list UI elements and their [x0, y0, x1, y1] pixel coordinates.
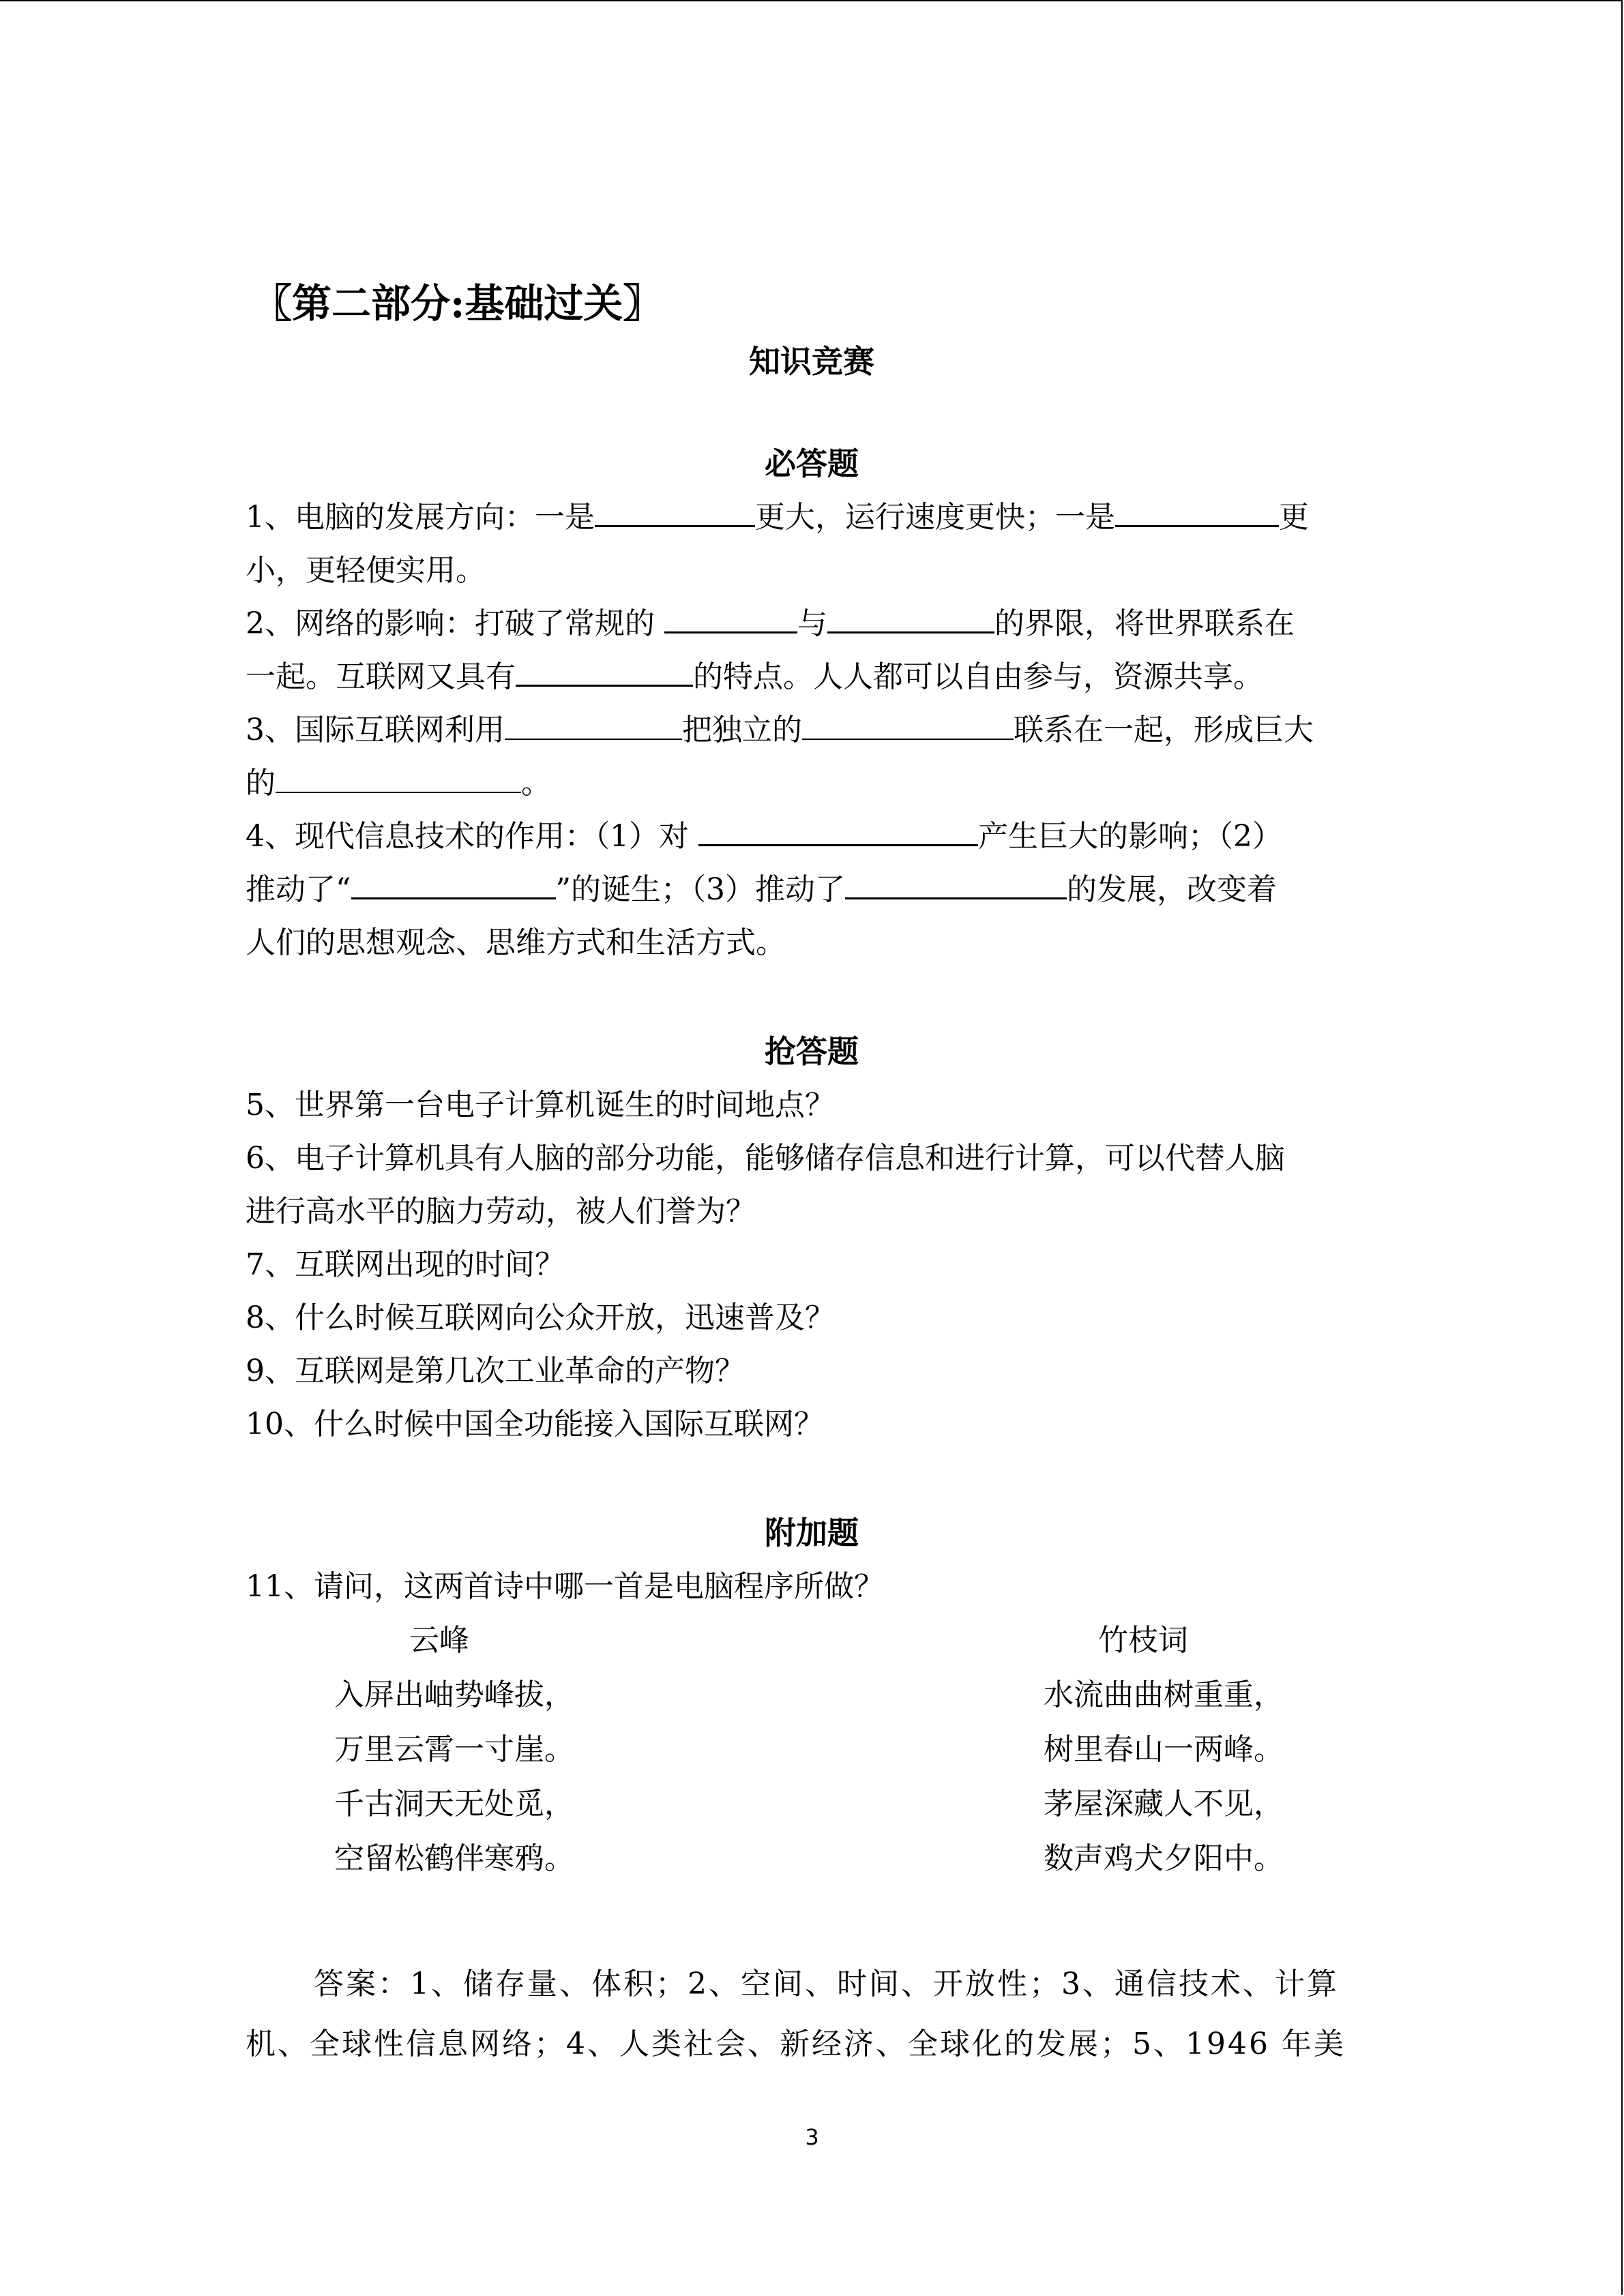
poem-zhuzhici	[1044, 1613, 1453, 1886]
question-2-line-2	[246, 651, 1378, 704]
question-4-line-3	[246, 916, 1378, 970]
question-1-line-2	[246, 544, 1378, 597]
poem-line: 空留松鹤伴寒鸦。	[334, 1841, 574, 1876]
page-number: 3	[805, 2124, 819, 2150]
q2-text-d: 一起。互联网又具有	[246, 659, 516, 694]
section-header: 〖第二部分:基础过关〗	[252, 280, 663, 327]
q1-text-d: 小，更轻便实用。	[246, 553, 486, 588]
question-3-line-2	[246, 757, 1378, 810]
answer-blank	[505, 707, 682, 740]
quick-question-line: 8、什么时候互联网向公众开放，迅速普及？	[246, 1300, 835, 1335]
quick-question-line: 5、世界第一台电子计算机诞生的时间地点？	[246, 1088, 835, 1122]
poem-line: 水流曲曲树重重，	[1044, 1678, 1284, 1712]
q4-text-e: 的发展，改变着	[1067, 872, 1277, 907]
q3-text-b: 把独立的	[682, 713, 802, 747]
poem-yunfeng	[334, 1613, 743, 1886]
q1-text-c: 更	[1279, 500, 1309, 535]
poem-title: 竹枝词	[1098, 1623, 1188, 1658]
answer-blank	[802, 707, 1014, 740]
quick-question-line: 7、互联网出现的时间？	[246, 1247, 565, 1282]
q3-text-a: 3、国际互联网利用	[246, 713, 505, 747]
answer-blank	[664, 600, 797, 633]
q1-text-a: 1、电脑的发展方向：一是	[246, 500, 595, 535]
q2-text-a: 2、网络的影响：打破了常规的	[246, 606, 664, 641]
poem-line: 茅屋深藏人不见，	[1044, 1787, 1284, 1821]
poem-line: 入屏出岫势峰拔，	[334, 1678, 574, 1712]
poem-line: 万里云霄一寸崖。	[334, 1732, 574, 1767]
q4-text-b: 产生巨大的影响；（2）	[977, 819, 1282, 854]
answer-blank	[698, 813, 978, 846]
question-2-line-1	[246, 597, 1378, 651]
answer-blank	[276, 760, 521, 793]
poem-line: 树里春山一两峰。	[1044, 1732, 1284, 1767]
q4-text-f: 人们的思想观念、思维方式和生活方式。	[246, 925, 786, 960]
quick-question-line: 6、电子计算机具有人脑的部分功能，能够储存信息和进行计算，可以代替人脑	[246, 1141, 1285, 1176]
knowledge-contest-title: 知识竞赛	[749, 343, 874, 380]
quick-question-line: 进行高水平的脑力劳动，被人们誉为？	[246, 1194, 756, 1229]
answer-blank	[827, 600, 994, 633]
poem-line: 千古洞天无处觅，	[334, 1787, 574, 1821]
quick-question-line: 10、什么时候中国全功能接入国际互联网？	[246, 1407, 824, 1442]
answer-blank	[1115, 494, 1279, 527]
q4-text-c: 推动了“	[246, 872, 351, 907]
quick-question-line: 9、互联网是第几次工业革命的产物？	[246, 1354, 745, 1388]
answer-blank	[516, 653, 693, 687]
q2-text-c: 的界限，将世界联系在	[994, 606, 1295, 641]
answer-blank	[595, 494, 755, 527]
answer-blank	[845, 866, 1067, 899]
answer-line: 答案：1、储存量、体积；2、空间、时间、开放性；3、通信技术、计算	[314, 1967, 1339, 2001]
answer-block	[246, 1954, 1378, 2074]
answer-blank	[351, 866, 556, 899]
required-questions-title: 必答题	[765, 445, 859, 482]
q3-text-d: 的	[246, 766, 276, 801]
question-3-line-1	[246, 704, 1378, 757]
q2-text-e: 的特点。人人都可以自由参与，资源共享。	[693, 659, 1263, 694]
q1-text-b: 更大，运行速度更快；一是	[755, 500, 1115, 535]
bonus-question-title: 附加题	[765, 1515, 859, 1551]
poem-line: 数声鸡犬夕阳中。	[1044, 1841, 1284, 1876]
document-content	[246, 273, 1378, 2074]
q2-text-b: 与	[797, 606, 827, 641]
q4-text-d: ”的诞生；（3）推动了	[555, 872, 845, 907]
q3-text-c: 联系在一起，形成巨大	[1014, 713, 1314, 747]
q4-text-a: 4、现代信息技术的作用：（1）对	[246, 819, 698, 854]
question-1-line-1	[246, 491, 1378, 544]
question-4-line-1	[246, 810, 1378, 863]
quick-answer-title: 抢答题	[765, 1033, 859, 1070]
bonus-question: 11、请问，这两首诗中哪一首是电脑程序所做？	[246, 1569, 884, 1604]
poem-title: 云峰	[409, 1623, 469, 1658]
q3-text-e: 。	[521, 766, 551, 801]
answer-line: 机、全球性信息网络；4、人类社会、新经济、全球化的发展；5、1946 年美	[246, 2027, 1346, 2061]
question-4-line-2	[246, 863, 1378, 916]
poems-block	[246, 1613, 1378, 1893]
